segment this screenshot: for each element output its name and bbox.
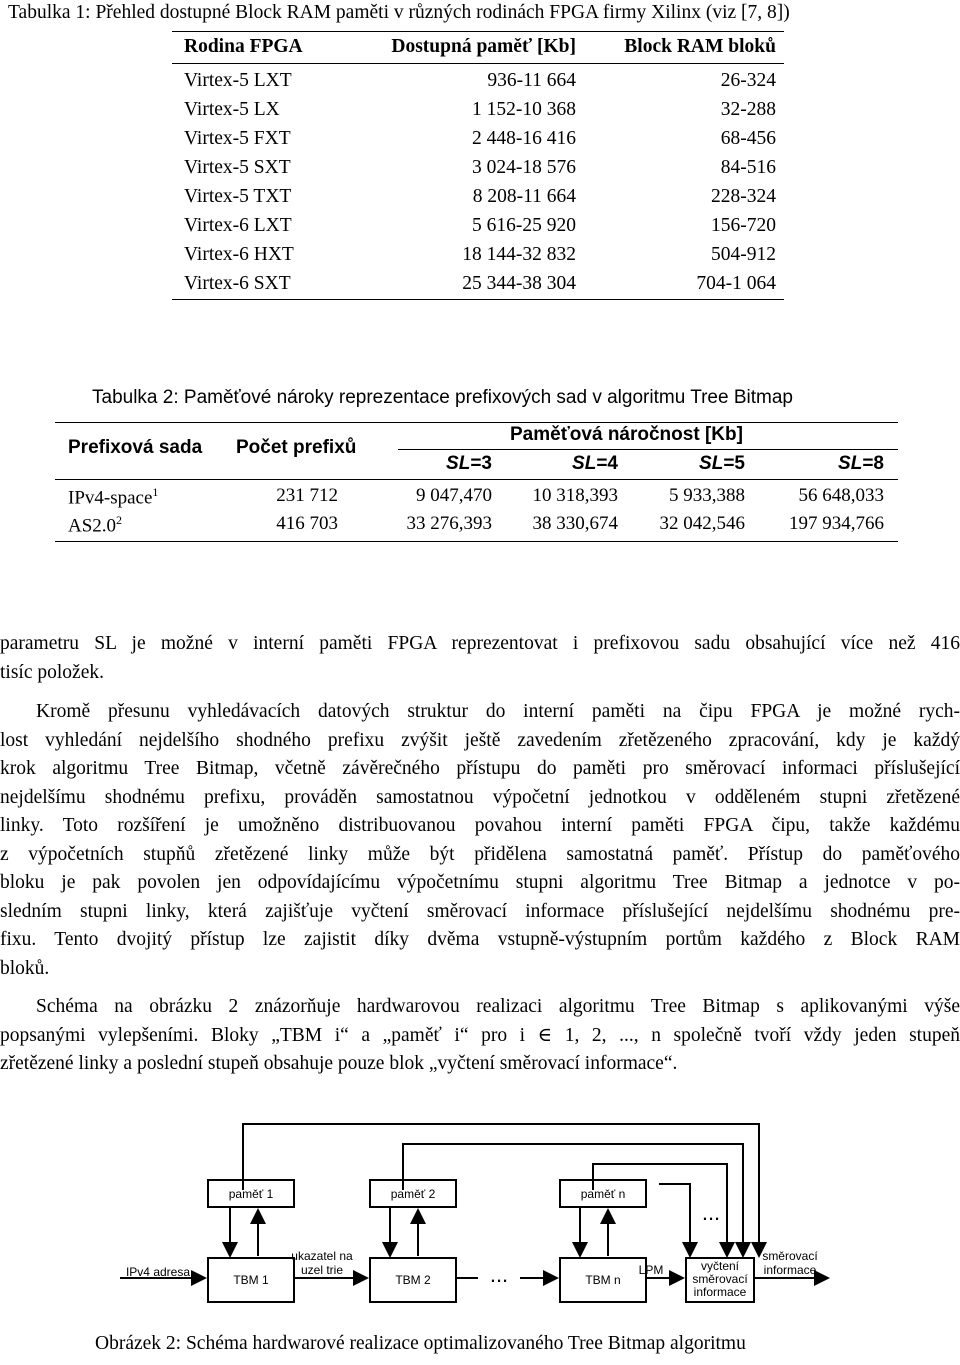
table-cell: 33 276,393 — [406, 513, 492, 534]
table-row — [172, 211, 790, 240]
text-line: tisíc položek. — [0, 661, 104, 683]
table-cell: 156-720 — [711, 214, 776, 236]
table-cell: Virtex-5 LXT — [184, 69, 292, 91]
text-line: zřetězené linky a poslední stupeň obsahuje pouze blok „vyčtení směrovací informace“. — [0, 1053, 678, 1074]
table2-sl-header: SL=5 — [699, 453, 745, 474]
text-line: lost vyhledání nejdelšího shodného prefixu zvýšit ještě zavedením zřetězeného zpracování, kdy je každý — [0, 729, 960, 751]
paragraph-3 — [0, 993, 960, 1079]
table1-header: Dostupná paměť [Kb] — [391, 36, 576, 57]
table2-top-rule — [55, 422, 898, 423]
table-cell: 5 616-25 920 — [472, 214, 576, 236]
text-line: popsanými vylepšeními. Bloky „TBM i“ a „paměť i“ pro i ∈ 1, 2, ..., n společně tvoří vždy jeden stupeň — [0, 1024, 960, 1046]
table-cell: 18 144-32 832 — [462, 243, 576, 265]
table-cell: 416 703 — [276, 513, 338, 534]
table-cell: 25 344-38 304 — [462, 272, 576, 294]
table2-sl-header: SL=4 — [572, 453, 618, 474]
table-cell: Virtex-5 LX — [184, 98, 280, 120]
memory-2-label: paměť 2 — [390, 1187, 436, 1201]
text-line: bloků. — [0, 957, 50, 979]
table-cell: 9 047,470 — [416, 485, 492, 506]
table-row — [172, 124, 790, 153]
ellipsis: ... — [701, 1200, 721, 1225]
table-cell: 56 648,033 — [798, 485, 884, 506]
table-row — [172, 95, 790, 124]
feedback-line — [659, 1184, 690, 1256]
table2-span-rule — [398, 449, 898, 450]
readout-label: informace — [693, 1285, 747, 1299]
readout-label: směrovací — [692, 1272, 748, 1286]
table-cell: 32 042,546 — [659, 513, 745, 534]
table-cell: 68-456 — [720, 127, 776, 149]
tbm-2-label: TBM 2 — [395, 1273, 431, 1287]
text-line: Schéma na obrázku 2 znázorňuje hardwarovou realizaci algoritmu Tree Bitmap s aplikovanými výše — [36, 996, 960, 1017]
table-cell: 231 712 — [276, 485, 338, 506]
figure-caption: Obrázek 2: Schéma hardwarové realizace optimalizovaného Tree Bitmap algoritmu — [95, 1333, 746, 1354]
table-cell: 704-1 064 — [696, 272, 776, 294]
table2-caption: Tabulka 2: Paměťové nároky reprezentace prefixových sad v algoritmu Tree Bitmap — [92, 387, 793, 408]
table-row — [172, 240, 790, 269]
table-cell: Virtex-5 TXT — [184, 185, 292, 207]
table1-bottom-rule — [172, 299, 784, 300]
table-cell: 5 933,388 — [669, 485, 745, 506]
text-line: parametru SL je možné v interní paměti FPGA reprezentovat i prefixovou sadu obsahující více než 416 — [0, 633, 960, 654]
table2-sl-header: SL=8 — [838, 453, 884, 474]
table-cell: 504-912 — [711, 243, 776, 265]
table-cell: 84-516 — [720, 156, 776, 178]
pipeline-diagram — [0, 1110, 960, 1325]
readout-label: vyčtení — [700, 1259, 740, 1273]
table-row — [172, 153, 790, 182]
table-row — [172, 269, 790, 298]
table1-caption: Tabulka 1: Přehled dostupné Block RAM paměti v různých rodinách FPGA firmy Xilinx (viz [7, 8]) — [8, 2, 790, 23]
table-cell: 2 448-16 416 — [472, 127, 576, 149]
table1-header-row — [172, 31, 790, 63]
table-cell: 38 330,674 — [532, 513, 618, 534]
output-label: informace — [763, 1263, 817, 1277]
pointer-label: ukazatel na — [291, 1249, 353, 1263]
table1-mid-rule — [172, 63, 784, 64]
text-line: fixu. Tento dvojitý přístup lze zajistit díky dvěma vstupně-výstupním portům každého z Block RAM — [0, 929, 960, 950]
paragraph-1 — [0, 630, 960, 687]
table2-bottom-rule — [55, 541, 898, 542]
output-label: směrovací — [762, 1249, 818, 1263]
table-cell: 228-324 — [711, 185, 776, 207]
ellipsis: ... — [489, 1262, 509, 1287]
table-cell: 8 208-11 664 — [472, 185, 576, 207]
table-cell: 3 024-18 576 — [472, 156, 576, 178]
text-line: bloku je pak povolen jen odpovídajícímu výpočetnímu stupni algoritmu Tree Bitmap a jednotce v po- — [0, 872, 960, 893]
table-row — [172, 66, 790, 95]
table-cell: 936-11 664 — [487, 69, 576, 91]
text-line: nejdelšímu shodnému prefixu, prováděn samostatnou výpočetní jednotkou v odděleném stupni zřetězené — [0, 786, 960, 808]
table-row-label: IPv4-space$^1$ — [68, 485, 159, 509]
text-line: sledním stupni linky, která zajišťuje vyčtení směrovací informace příslušející nejdelšímu shodnému pre- — [0, 900, 960, 922]
pointer-label: uzel trie — [300, 1263, 344, 1277]
feedback-line — [403, 1144, 743, 1256]
table2-col-memory: Paměťová náročnost [Kb] — [510, 424, 743, 445]
table2-col-prefix-set: Prefixová sada — [68, 437, 203, 458]
lpm-label: LPM — [638, 1263, 664, 1277]
table-row — [172, 182, 790, 211]
table-cell: 1 152-10 368 — [472, 98, 576, 120]
text-line: Kromě přesunu vyhledávacích datových struktur do interní paměti na čipu FPGA je možné rych- — [36, 701, 960, 722]
table-cell: Virtex-5 SXT — [184, 156, 291, 178]
table2-mid-rule — [55, 479, 898, 480]
text-line: krok algoritmu Tree Bitmap, včetně závěrečného přístupu do paměti pro směrovací informaci příslušející — [0, 758, 960, 779]
table-cell: Virtex-5 FXT — [184, 127, 291, 149]
text-line: linky. Toto rozšíření je umožněno distribuovanou povahou interní paměti FPGA čipu, takže každému — [0, 815, 960, 836]
text-line: z výpočetních stupňů zřetězené linky může být přidělena samostatná paměť. Přístup do paměťového — [0, 843, 960, 865]
table2-col-prefix-count: Počet prefixů — [236, 437, 357, 458]
table1 — [172, 31, 790, 298]
table-cell: 26-324 — [720, 69, 776, 91]
table-cell: Virtex-6 HXT — [184, 243, 294, 265]
tbm-n-label: TBM n — [585, 1273, 621, 1287]
memory-n-label: paměť n — [580, 1187, 626, 1201]
table-cell: 32-288 — [720, 98, 776, 120]
table-cell: 10 318,393 — [532, 485, 618, 506]
paragraph-2 — [0, 698, 960, 983]
memory-1-label: paměť 1 — [228, 1187, 274, 1201]
table1-header: Rodina FPGA — [184, 36, 303, 57]
table-row-label: $AS2.0^2$ — [68, 513, 123, 537]
table1-header: Block RAM bloků — [624, 36, 776, 57]
table-cell: 197 934,766 — [789, 513, 884, 534]
table-cell: Virtex-6 LXT — [184, 214, 292, 236]
table-cell: Virtex-6 SXT — [184, 272, 291, 294]
input-label: IPv4 adresa — [125, 1265, 191, 1279]
tbm-1-label: TBM 1 — [233, 1273, 269, 1287]
table2-sl-header: SL=3 — [446, 453, 492, 474]
